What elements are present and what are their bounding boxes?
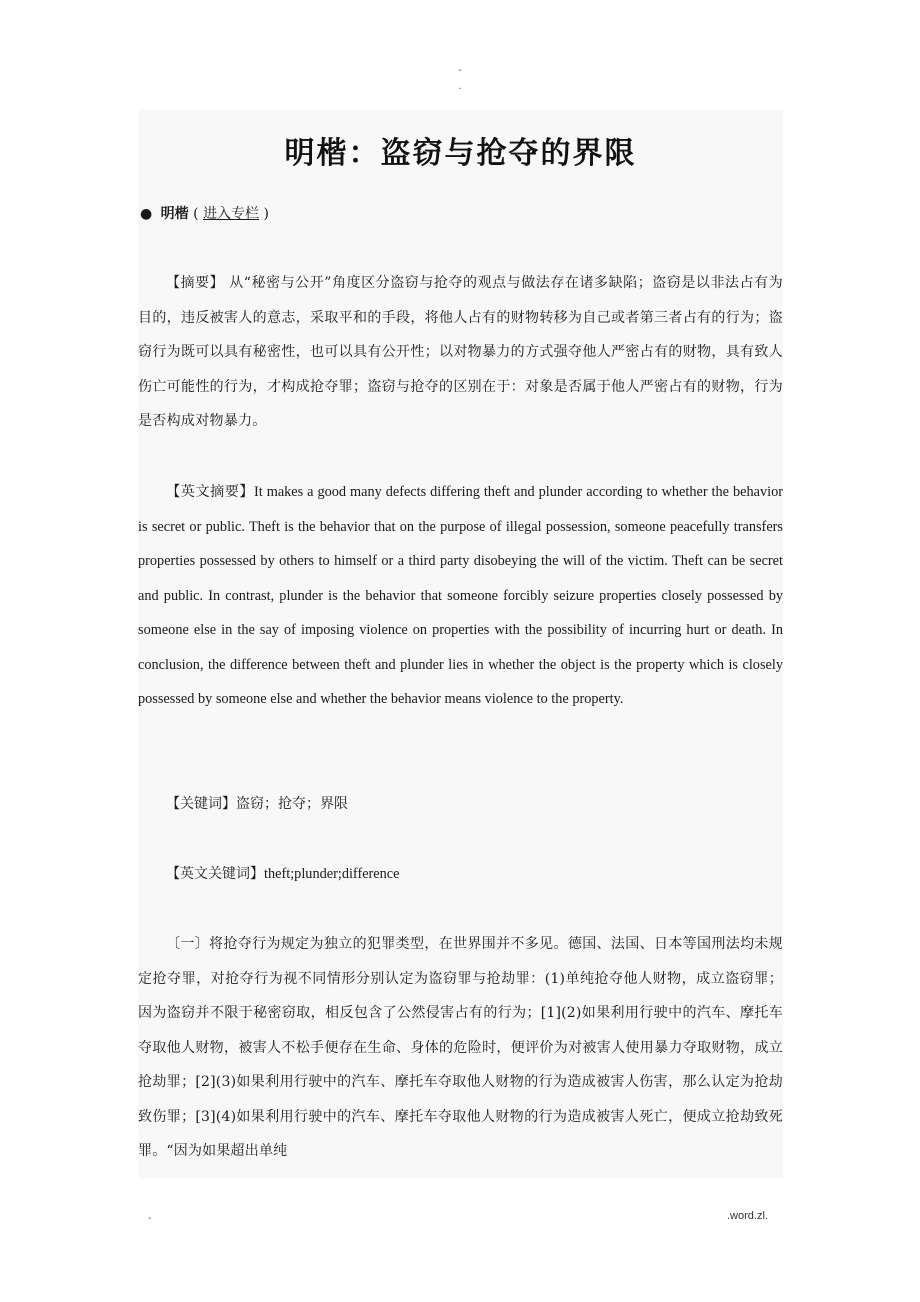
column-link[interactable]: 进入专栏 bbox=[203, 206, 260, 222]
author-line bbox=[140, 204, 269, 224]
keywords-text: 盗窃；抢夺；界限 bbox=[236, 796, 348, 812]
header-mark-top: - bbox=[458, 65, 462, 76]
body-paragraph: 〔一〕将抢夺行为规定为独立的犯罪类型，在世界围并不多见。德国、法国、日本等国刑法均未规定抢夺罪，对抢夺行为视不同情形分别认定为盗窃罪与抢劫罪：(1)单纯抢夺他人财物，成立盗窃罪；因为盗窃并不限于秘密窃取，相反包含了公然侵害占有的行为；[1](2)如果利用行驶中的汽车、摩托车夺取他人财物，被害人不松手便存在生命、身体的危险时，便评价为对被害人使用暴力夺取财物，成立抢劫罪；[2](3)如果利用行驶中的汽车、摩托车夺取他人财物的行为造成被害人伤害，那么认定为抢劫致伤罪；[3](4)如果利用行驶中的汽车、摩托车夺取他人财物的行为造成被害人死亡，便成立抢劫致死罪。“因为如果超出单纯 bbox=[138, 936, 783, 1159]
article-title: 明楷：盗窃与抢夺的界限 bbox=[284, 136, 637, 171]
abstract-text: 从“秘密与公开”角度区分盗窃与抢夺的观点与做法存在诸多缺陷；盗窃是以非法占有为目的，违反被害人的意志，采取平和的手段，将他人占有的财物转移为自己或者第三者占有的行为；盗窃行为既可以具有秘密性，也可以具有公开性；以对物暴力的方式强夺他人严密占有的财物，具有致人伤亡可能性的行为，才构成抢夺罪；盗窃与抢夺的区别在于：对象是否属于他人严密占有的财物，行为是否构成对物暴力。 bbox=[138, 275, 784, 429]
footer-right-text: .word.zl. bbox=[727, 1210, 768, 1222]
link-close-paren: ) bbox=[263, 206, 269, 222]
keywords-paragraph bbox=[138, 787, 783, 822]
keywords-label: 【关键词】 bbox=[166, 796, 236, 812]
english-keywords-text: theft;plunder;difference bbox=[264, 866, 400, 882]
abstract-label: 【摘要】 bbox=[166, 275, 225, 291]
english-abstract-paragraph bbox=[138, 475, 783, 717]
english-abstract-label: 【英文摘要】 bbox=[166, 484, 255, 500]
link-open-paren: ( bbox=[193, 206, 199, 222]
author-name: 明楷 bbox=[160, 206, 189, 222]
footer-left-mark: - bbox=[148, 1213, 152, 1224]
document-body bbox=[138, 110, 783, 1178]
english-keywords-paragraph bbox=[138, 857, 783, 892]
english-keywords-label: 【英文关键词】 bbox=[166, 866, 264, 882]
bullet-icon: ● bbox=[140, 206, 153, 222]
header-mark-bottom: . bbox=[458, 81, 462, 92]
abstract-paragraph bbox=[138, 266, 783, 439]
english-abstract-text: It makes a good many defects differing theft and plunder according to whether the behavior is secret or public. Theft is the behavior that on the purpose of illegal possession, someone peacefully transfers properties possessed by others to himself or a third party disobeying the will of the victim. Theft can be secret and public. In contrast, plunder is the behavior that someone forcibly seizure properties closely possessed by someone else in the say of imposing violence on properties with the possibility of incurring hurt or death. In conclusion, the difference between theft and plunder lies in whether the object is the property which is closely possessed by someone else and whether the behavior means violence to the property. bbox=[138, 484, 783, 707]
